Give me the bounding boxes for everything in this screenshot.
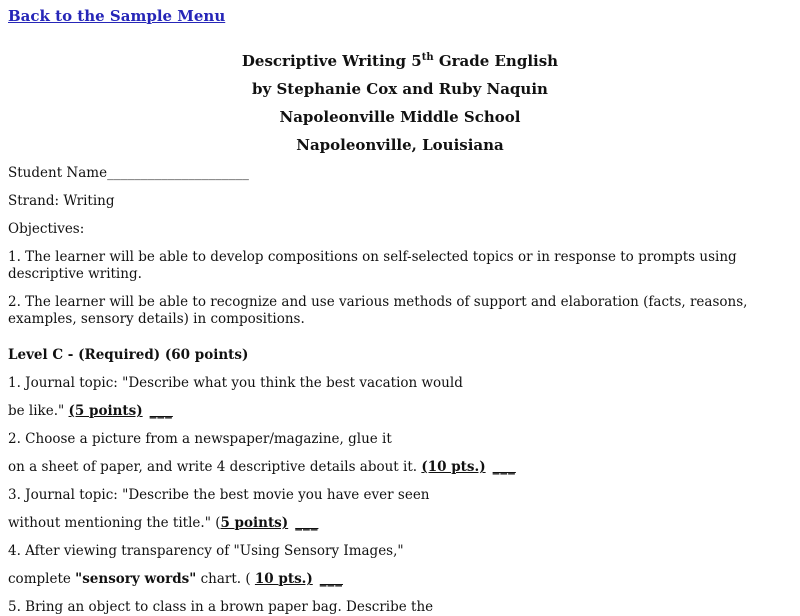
item-4-score-blank: ___ [319, 571, 344, 587]
item-3-score-blank: ___ [295, 515, 319, 531]
item-4-text: complete [8, 571, 76, 587]
objective-2: 2. The learner will be able to recognize and use various methods of support and elaboration (facts, reasons, examples, sensory details) in compositions. [8, 294, 748, 327]
item-1-score-blank: ___ [149, 403, 173, 419]
school-location: Napoleonville, Louisiana [296, 136, 504, 154]
item-1-points: (5 points) [68, 403, 143, 419]
byline: by Stephanie Cox and Ruby Naquin [252, 80, 548, 98]
item-1-line-2 [8, 403, 780, 420]
item-3-line-2 [8, 515, 780, 532]
item-4-text-mid: chart. ( [196, 571, 255, 587]
item-2-score-blank: ___ [492, 459, 516, 475]
item-3-text: without mentioning the title." ( [8, 515, 221, 531]
item-2-points: (10 pts.) [421, 459, 486, 475]
student-name-row [8, 165, 780, 182]
strand-label: Strand: Writing [8, 193, 115, 209]
item-4-line-1: 4. After viewing transparency of "Using Sensory Images," [8, 543, 404, 559]
title-text-pre: Descriptive Writing 5 [241, 52, 422, 70]
school-name: Napoleonville Middle School [279, 108, 521, 126]
back-to-sample-menu-link[interactable]: Back to the Sample Menu [8, 7, 226, 25]
item-4-line-2 [8, 571, 780, 588]
document-header [8, 53, 792, 154]
item-3-line-1: 3. Journal topic: "Describe the best movie you have ever seen [8, 487, 430, 503]
item-2-text: on a sheet of paper, and write 4 descriptive details about it. [8, 459, 422, 475]
student-name-label: Student Name [8, 165, 108, 181]
item-4-sensory-words: "sensory words" [75, 571, 197, 587]
title-superscript: th [421, 52, 434, 63]
objectives-label: Objectives: [8, 221, 85, 237]
item-5-line-1: 5. Bring an object to class in a brown paper bag. Describe the [8, 599, 434, 615]
item-1-text: be like." [8, 403, 69, 419]
page-title [8, 53, 792, 70]
item-4-points: 10 pts.) [254, 571, 313, 587]
student-name-blank: _____________________ [107, 165, 249, 181]
back-link-row [8, 8, 780, 26]
item-2-line-1: 2. Choose a picture from a newspaper/magazine, glue it [8, 431, 392, 447]
item-1-line-1: 1. Journal topic: "Describe what you think the best vacation would [8, 375, 463, 391]
title-text-post: Grade English [433, 52, 559, 70]
level-c-heading: Level C - (Required) (60 points) [8, 347, 249, 363]
objective-1: 1. The learner will be able to develop compositions on self-selected topics or in response to prompts using descriptive writing. [8, 249, 737, 282]
item-3-points: 5 points) [220, 515, 289, 531]
item-2-line-2 [8, 459, 780, 476]
